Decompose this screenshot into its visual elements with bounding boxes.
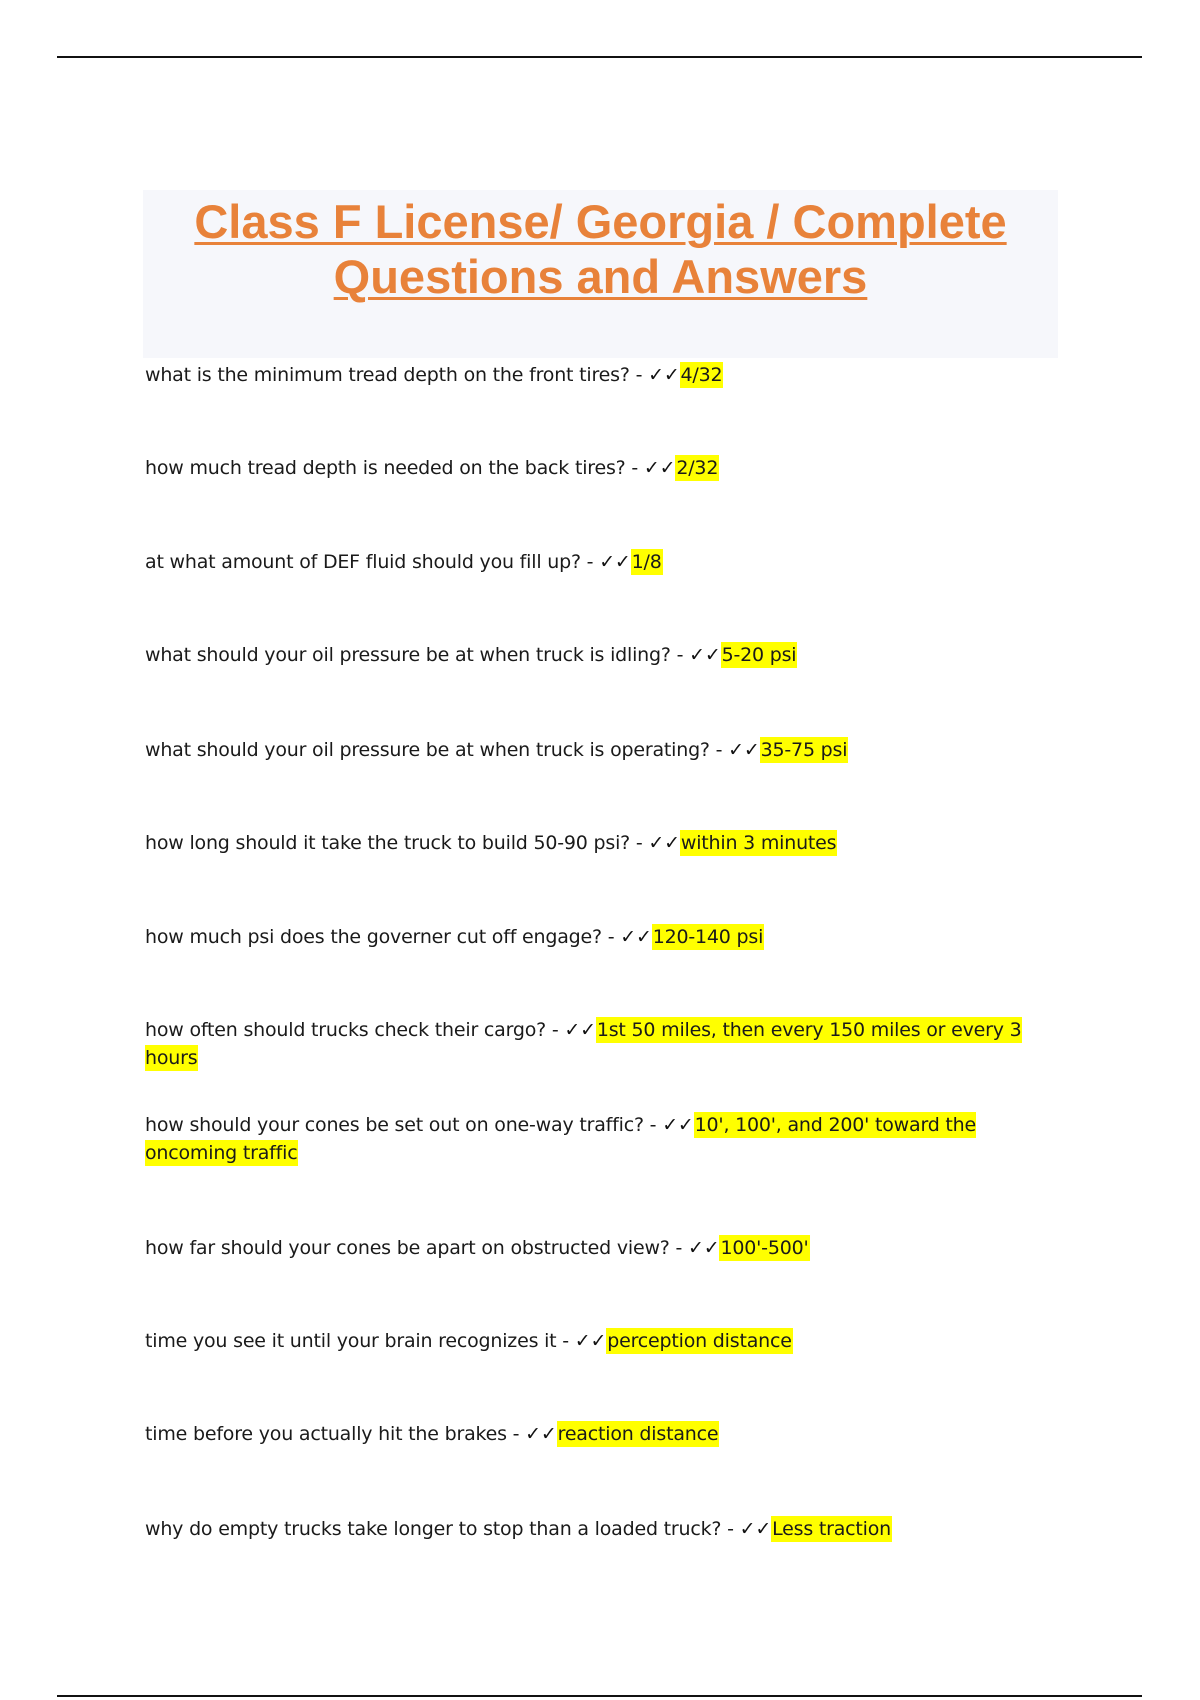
document-title-line-2: Questions and Answers xyxy=(333,250,868,303)
separator: - xyxy=(709,739,729,761)
double-check-icon: ✓✓ xyxy=(728,739,760,761)
qa-item xyxy=(145,923,1055,951)
double-check-icon: ✓✓ xyxy=(574,1330,607,1352)
question-text: how far should your cones be apart on obstructed view? xyxy=(145,1237,670,1259)
separator: - xyxy=(630,832,649,854)
double-check-icon: ✓✓ xyxy=(620,926,652,948)
qa-item xyxy=(145,361,1055,389)
answer-highlight: 1/8 xyxy=(631,551,662,573)
qa-item xyxy=(145,1111,1055,1167)
question-text: time before you actually hit the brakes xyxy=(145,1423,507,1445)
qa-item xyxy=(145,829,1055,857)
answer-highlight: 120-140 psi xyxy=(652,926,764,948)
question-text: why do empty trucks take longer to stop than a loaded truck? xyxy=(145,1518,722,1540)
answer-highlight: Less traction xyxy=(772,1518,892,1540)
double-check-icon: ✓✓ xyxy=(648,364,680,386)
question-text: what should your oil pressure be at when truck is operating? xyxy=(145,739,710,761)
qa-item xyxy=(145,1420,1055,1448)
double-check-icon: ✓✓ xyxy=(689,644,721,666)
answer-highlight: 10', 100', and 200' toward the oncoming traffic xyxy=(145,1114,977,1164)
double-check-icon: ✓✓ xyxy=(564,1019,596,1041)
separator: - xyxy=(506,1423,526,1445)
separator: - xyxy=(625,457,644,479)
answer-highlight: 4/32 xyxy=(680,364,723,386)
answer-highlight: 5-20 psi xyxy=(721,644,797,666)
qa-item xyxy=(145,1234,1055,1262)
question-text: how long should it take the truck to build 50-90 psi? xyxy=(145,832,631,854)
question-text: what is the minimum tread depth on the front tires? xyxy=(145,364,630,386)
question-text: how much psi does the governer cut off engage? xyxy=(145,926,602,948)
question-text: how often should trucks check their cargo? xyxy=(145,1019,547,1041)
double-check-icon: ✓✓ xyxy=(739,1518,772,1540)
bottom-rule xyxy=(57,1695,1142,1697)
qa-item xyxy=(145,1016,1055,1072)
answer-highlight: reaction distance xyxy=(557,1423,719,1445)
question-text: how should your cones be set out on one-way traffic? xyxy=(145,1114,644,1136)
separator: - xyxy=(580,551,600,573)
qa-item xyxy=(145,1327,1055,1355)
double-check-icon: ✓✓ xyxy=(688,1237,720,1259)
separator: - xyxy=(669,1237,689,1259)
qa-item xyxy=(145,641,1055,669)
qa-item xyxy=(145,454,1055,482)
separator: - xyxy=(546,1019,565,1041)
double-check-icon: ✓✓ xyxy=(662,1114,694,1136)
qa-item xyxy=(145,1515,1055,1543)
separator: - xyxy=(721,1518,740,1540)
separator: - xyxy=(556,1330,575,1352)
answer-highlight: within 3 minutes xyxy=(680,832,837,854)
title-box xyxy=(143,190,1058,358)
double-check-icon: ✓✓ xyxy=(643,457,676,479)
answer-highlight: 35-75 psi xyxy=(760,739,848,761)
top-rule xyxy=(57,56,1142,58)
question-text: how much tread depth is needed on the back tires? xyxy=(145,457,626,479)
double-check-icon: ✓✓ xyxy=(599,551,631,573)
separator: - xyxy=(670,644,690,666)
document-title-line-1: Class F License/ Georgia / Complete xyxy=(194,195,1007,248)
answer-highlight: perception distance xyxy=(607,1330,792,1352)
question-text: time you see it until your brain recognizes it xyxy=(145,1330,557,1352)
answer-highlight: 2/32 xyxy=(676,457,719,479)
separator: - xyxy=(643,1114,663,1136)
double-check-icon: ✓✓ xyxy=(525,1423,557,1445)
question-text: what should your oil pressure be at when truck is idling? xyxy=(145,644,671,666)
qa-item xyxy=(145,736,1055,764)
answer-highlight: 100'-500' xyxy=(720,1237,809,1259)
double-check-icon: ✓✓ xyxy=(648,832,680,854)
qa-item xyxy=(145,548,1055,576)
separator: - xyxy=(601,926,621,948)
separator: - xyxy=(629,364,649,386)
question-text: at what amount of DEF fluid should you fill up? xyxy=(145,551,581,573)
answer-highlight: 1st 50 miles, then every 150 miles or every 3 hours xyxy=(145,1019,1022,1069)
